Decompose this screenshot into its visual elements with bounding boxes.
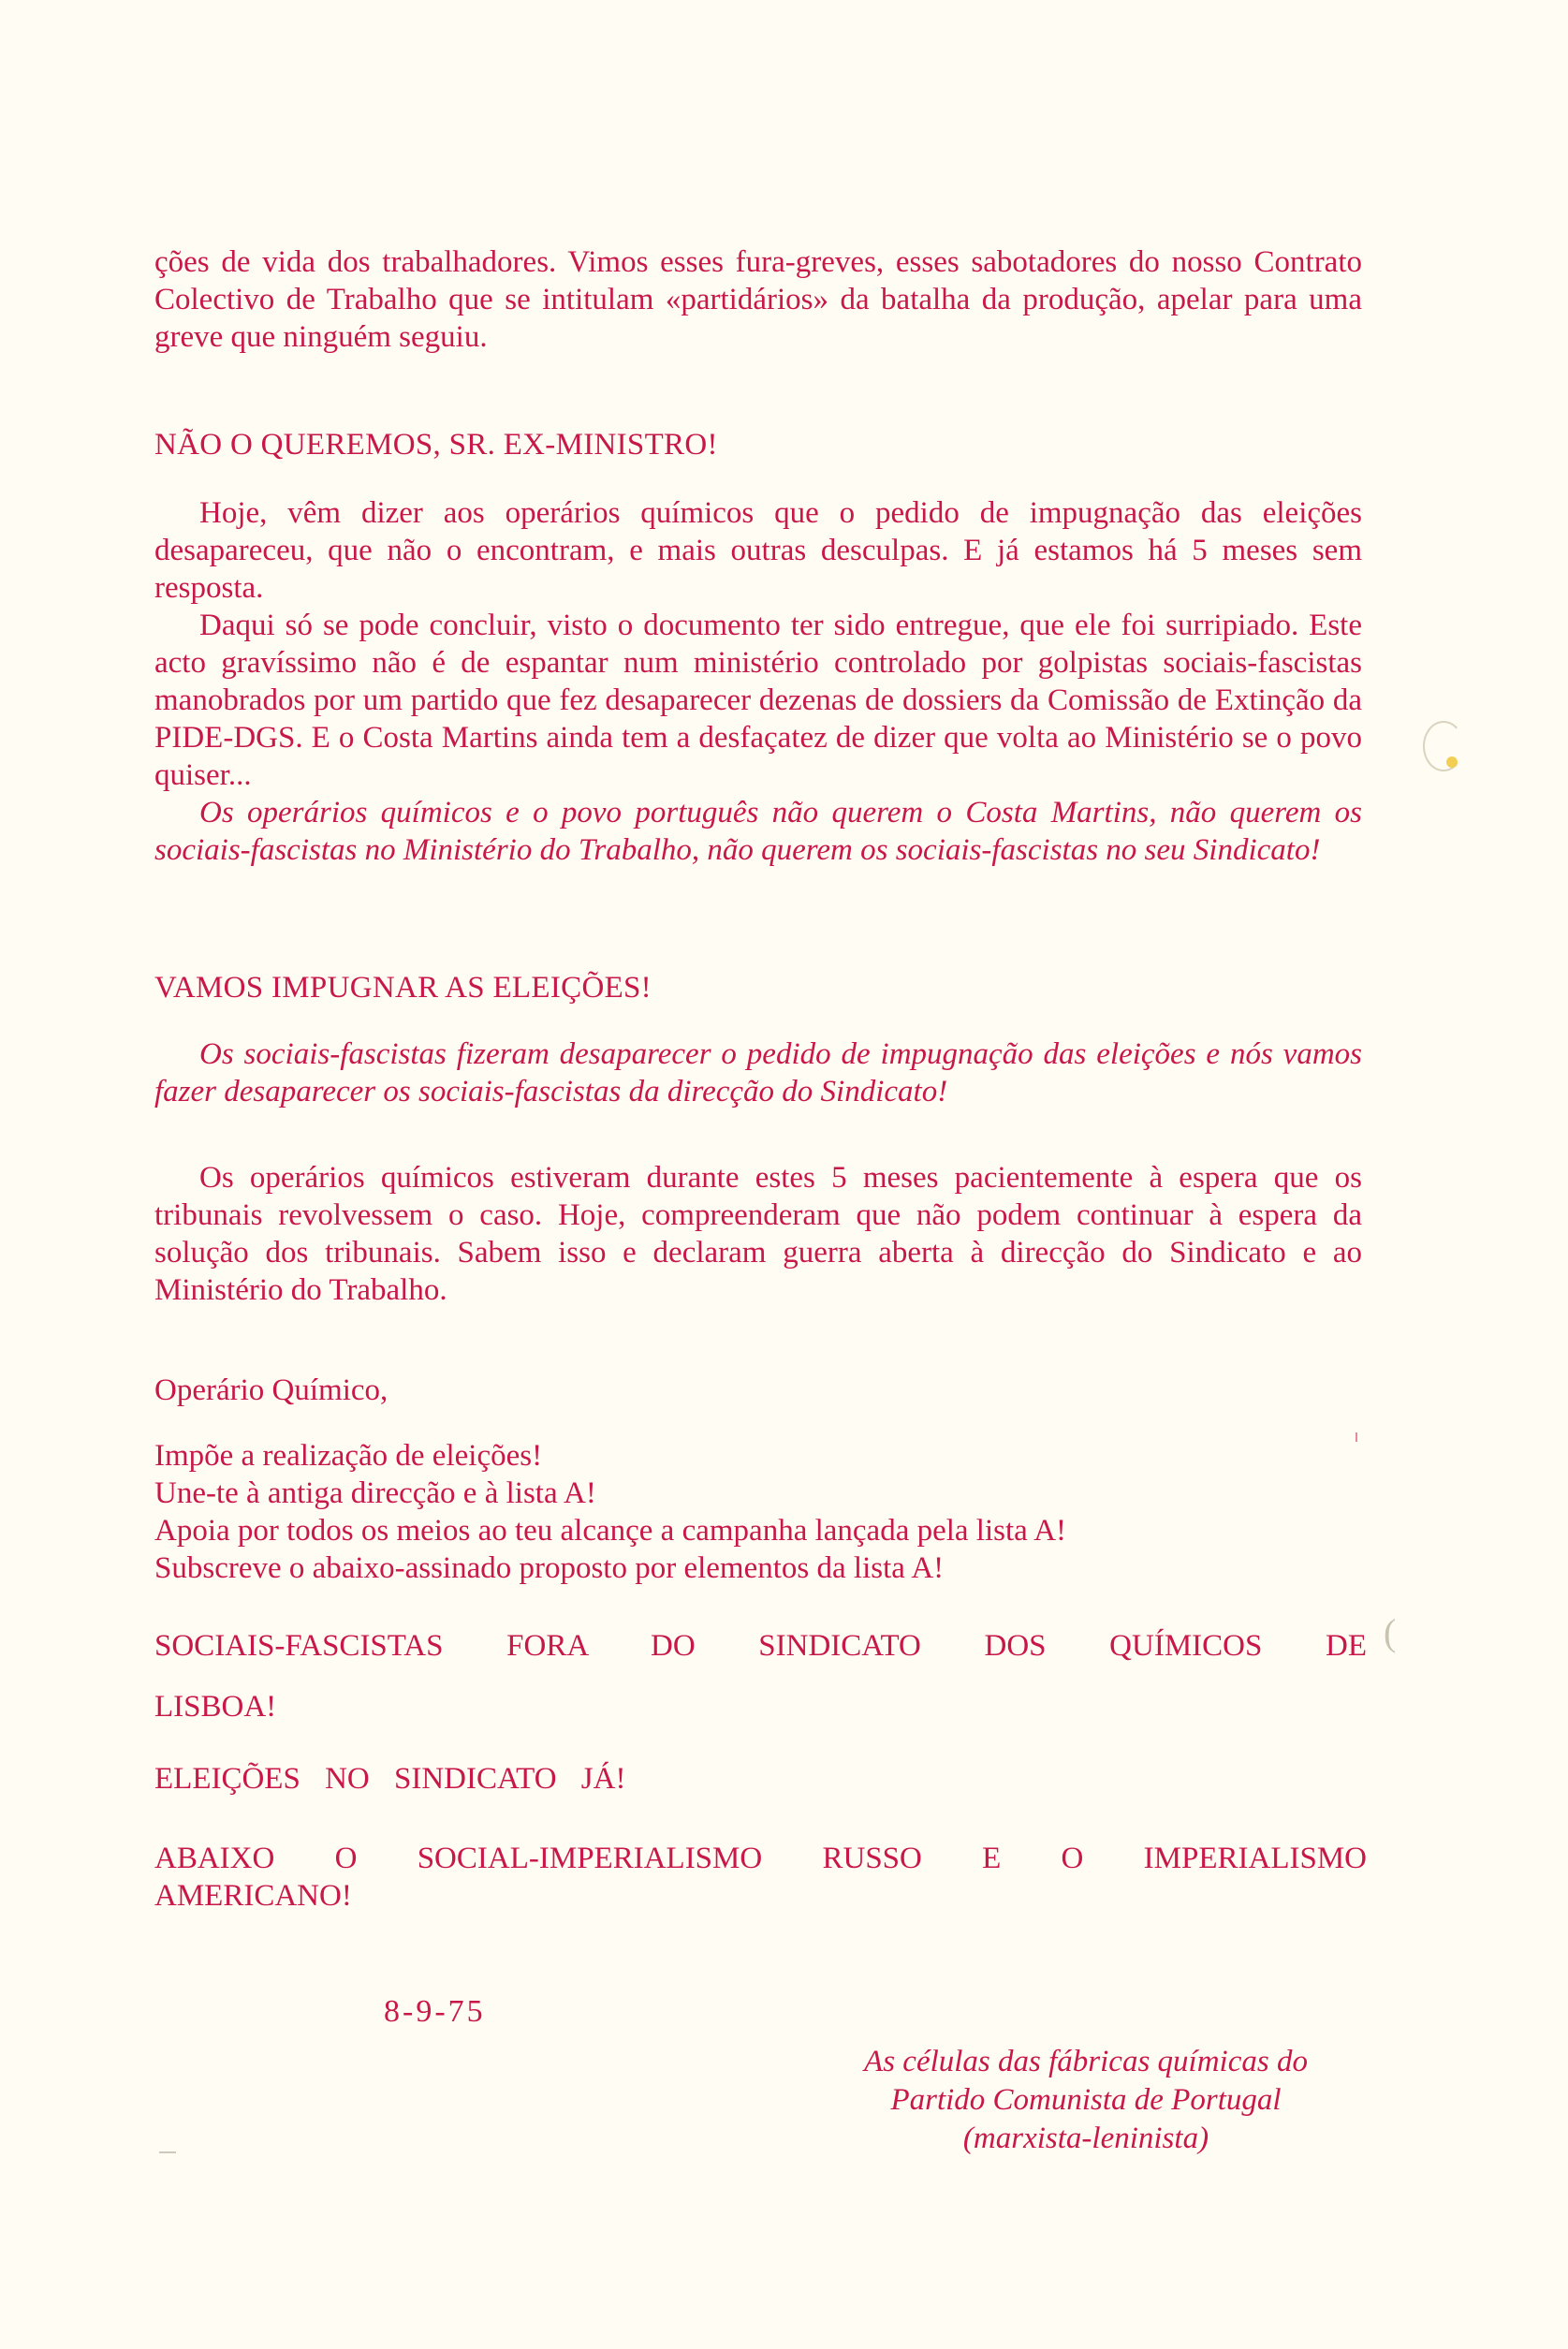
salutation: Operário Químico, xyxy=(154,1373,388,1407)
slogan-line: LISBOA! xyxy=(154,1690,277,1724)
slogan-block-1 xyxy=(154,1627,1367,1725)
heading-vamos-impugnar: VAMOS IMPUGNAR AS ELEIÇÕES! xyxy=(154,971,652,1005)
call-to-action-item: Apoia por todos os meios ao teu alcançe a campanha lançada pela lista A! xyxy=(154,1514,1067,1548)
call-to-action-item: Subscreve o abaixo-assinado proposto por elementos da lista A! xyxy=(154,1551,945,1585)
call-to-action-item: Une-te à antiga direcção e à lista A! xyxy=(154,1476,596,1510)
paper-stain-mark xyxy=(1423,721,1464,771)
scan-artifact-dash xyxy=(159,2151,176,2153)
heading-block-2 xyxy=(154,969,1362,1006)
signature-line: Partido Comunista de Portugal xyxy=(890,2083,1282,2117)
slogan-line: SOCIAIS-FASCISTAS FORA DO SINDICATO DOS QUÍMICOS DE xyxy=(154,1629,1367,1663)
slogan-line: ABAIXO O SOCIAL-IMPERIALISMO RUSSO E O IMPERIALISMO xyxy=(154,1842,1367,1875)
slogan-line: ELEIÇÕES NO SINDICATO JÁ! xyxy=(154,1762,626,1796)
salutation-block xyxy=(154,1372,1362,1409)
operarios-paragraph: Os operários químicos estiveram durante estes 5 meses pacientemente à espera que os tribunais revolvessem o caso. Hoje, compreenderam que não podem continuar à espera da solução dos tribunais. Sabem isso e declaram guerra aberta à direcção do Sindicato e ao Ministério do Trabalho. xyxy=(154,1161,1362,1307)
italic-paragraph-1: Os operários químicos e o povo português não querem o Costa Martins, não querem os sociais-fascistas no Ministério do Trabalho, não querem os sociais-fascistas no seu Sindicato! xyxy=(154,796,1362,867)
signature-line: (marxista-leninista) xyxy=(962,2121,1209,2155)
heading-nao-o-queremos: NÃO O QUEREMOS, SR. EX-MINISTRO! xyxy=(154,428,718,462)
intro-paragraph: ções de vida dos trabalhadores. Vimos esses fura-greves, esses sabotadores do nosso Contrato Colectivo de Trabalho que se intitulam «partidários» da batalha da produção, apelar para uma greve que ninguém seguiu. xyxy=(154,245,1362,354)
signature-line: As células das fábricas químicas do xyxy=(864,2045,1308,2078)
hoje-paragraph-block xyxy=(154,494,1362,607)
italic-paragraph-block-2 xyxy=(154,1035,1362,1110)
intro-paragraph-block xyxy=(154,243,1362,356)
slogan-block-2 xyxy=(154,1760,1362,1798)
heading-block-1 xyxy=(154,426,1362,463)
italic-paragraph-2: Os sociais-fascistas fizeram desaparecer o pedido de impugnação das eleições e nós vamos fazer desaparecer os sociais-fascistas da direcção do Sindicato! xyxy=(154,1037,1362,1108)
slogan-line: AMERICANO! xyxy=(154,1879,352,1913)
call-to-action-item: Impõe a realização de eleições! xyxy=(154,1439,543,1473)
italic-paragraph-block-1 xyxy=(154,794,1362,869)
daqui-paragraph-block xyxy=(154,607,1362,794)
scan-artifact-mark: ( xyxy=(1384,1611,1397,1653)
leaflet-date: 8-9-75 xyxy=(384,1994,486,2029)
scan-artifact-tick xyxy=(1356,1432,1357,1442)
operarios-paragraph-block xyxy=(154,1159,1362,1309)
daqui-paragraph: Daqui só se pode concluir, visto o documento ter sido entregue, que ele foi surripiado. Este acto gravíssimo não é de espantar num ministério controlado por golpistas sociais-fascistas manobrados por um partido que fez desaparecer dezenas de dossiers da Comissão de Extinção da PIDE-DGS. E o Costa Martins ainda tem a desfaçatez de dizer que volta ao Ministério se o povo quiser... xyxy=(154,609,1362,792)
slogan-block-3 xyxy=(154,1840,1367,1915)
signature-block xyxy=(796,2043,1376,2158)
calls-to-action-list xyxy=(154,1437,1362,1587)
hoje-paragraph: Hoje, vêm dizer aos operários químicos que o pedido de impugnação das eleições desapareceu, que não o encontram, e mais outras desculpas. E já estamos há 5 meses sem resposta. xyxy=(154,496,1362,605)
